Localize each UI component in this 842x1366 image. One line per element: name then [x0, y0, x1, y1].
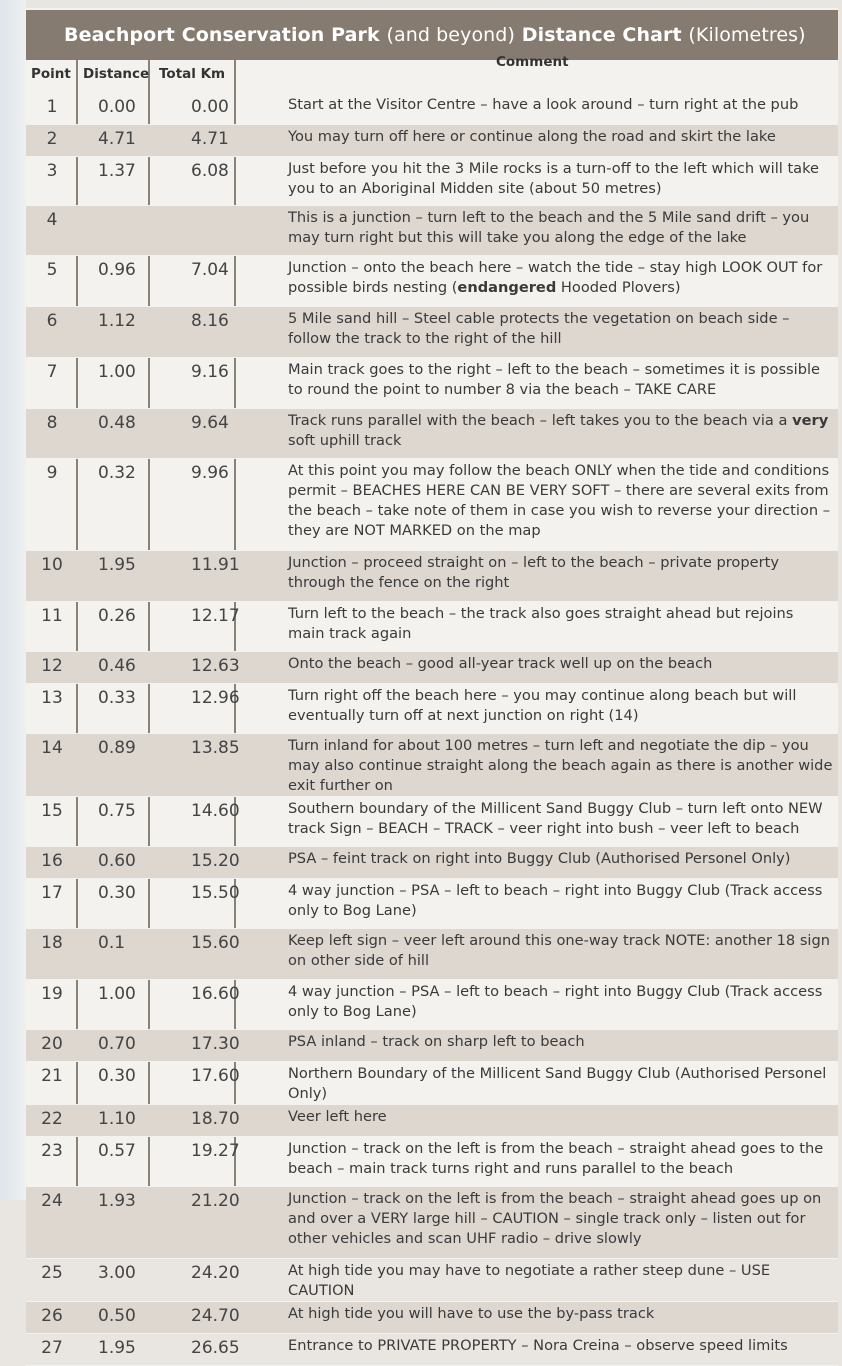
point-cell: 5	[46, 260, 58, 280]
header-point: Point	[31, 66, 71, 82]
total-km-cell: 11.91	[169, 551, 278, 602]
table-row	[26, 602, 838, 652]
total-km-cell: 9.64	[169, 409, 278, 459]
total-km-cell: 18.70	[169, 1105, 278, 1137]
comment-text: You may turn off here or continue along the road and skirt the lake	[288, 128, 776, 145]
total-km-cell: 9.16	[191, 362, 229, 382]
comment-cell	[278, 602, 838, 652]
title-beyond: (and beyond)	[386, 24, 515, 46]
comment-text: Junction – track on the left is from the beach – straight ahead goes to the beach – main track turns right and runs parallel to the beach	[288, 1140, 824, 1177]
comment-text: At this point you may follow the beach ONLY when the tide and conditions permit – BEACHES HERE CAN BE VERY SOFT – there are several exits from the beach – take note of them in case you wish to reverse your direction – they are NOT MARKED on the map	[288, 462, 831, 539]
comment-text: 5 Mile sand hill – Steel cable protects the vegetation on beach side – follow the track to the right of the hill	[288, 310, 790, 347]
distance-cell: 3.00	[98, 1263, 136, 1283]
table-row	[26, 684, 838, 734]
distance-cell: 0.30	[98, 883, 136, 903]
title-distance-chart: Distance Chart	[521, 24, 682, 46]
point-cell: 27	[41, 1338, 63, 1358]
comment-text: 4 way junction – PSA – left to beach – right into Buggy Club (Track access only to Bog Lane)	[288, 882, 823, 919]
comment-cell	[278, 929, 838, 980]
total-km-cell: 9.96	[191, 463, 229, 483]
comment-cell	[278, 1105, 838, 1137]
distance-table	[26, 93, 838, 1366]
distance-cell: 1.00	[98, 362, 136, 382]
comment-cell	[278, 125, 838, 157]
header-total-km: Total Km	[159, 66, 226, 82]
total-km-cell: 15.60	[169, 929, 278, 980]
comment-text: Track runs parallel with the beach – left takes you to the beach via a	[288, 412, 793, 429]
table-row	[26, 1030, 838, 1062]
total-km-cell: 12.96	[191, 688, 240, 708]
table-row	[26, 797, 838, 847]
comment-text: Turn inland for about 100 metres – turn left and negotiate the dip – you may also continue straight along the beach again as there is another wide exit further on	[288, 737, 833, 794]
comment-cell	[278, 256, 838, 307]
point-cell: 11	[41, 606, 63, 626]
comment-cell	[278, 1302, 838, 1334]
distance-cell	[78, 206, 169, 256]
point-cell: 13	[41, 688, 63, 708]
comment-text: Junction – track on the left is from the beach – straight ahead goes up on and over a VERY large hill – CAUTION – single track only – listen out for other vehicles and scan UHF radio – drive slowly	[288, 1190, 822, 1247]
comment-cell	[278, 1062, 838, 1105]
comment-text: At high tide you may have to negotiate a rather steep dune – USE CAUTION	[288, 1262, 771, 1299]
distance-cell: 0.26	[98, 606, 136, 626]
table-row	[26, 459, 838, 551]
comment-cell	[278, 980, 838, 1030]
table-row	[26, 652, 838, 684]
table-row	[26, 1105, 838, 1137]
table-row	[26, 307, 838, 358]
comment-cell	[278, 409, 838, 459]
total-km-cell: 4.71	[169, 125, 278, 157]
comment-text: Turn right off the beach here – you may continue along beach but will eventually turn off at next junction on right (14)	[288, 687, 797, 724]
table-row	[26, 1334, 838, 1366]
total-km-cell: 0.00	[191, 97, 229, 117]
comment-text: Main track goes to the right – left to the beach – sometimes it is possible to round the point to number 8 via the beach – TAKE CARE	[288, 361, 821, 398]
point-cell: 15	[41, 801, 63, 821]
comment-cell	[278, 358, 838, 409]
table-row	[26, 358, 838, 409]
comment-cell	[278, 307, 838, 358]
comment-cell	[278, 879, 838, 929]
distance-cell: 1.00	[98, 984, 136, 1004]
table-row	[26, 1187, 838, 1259]
comment-text: Northern Boundary of the Millicent Sand Buggy Club (Authorised Personel Only)	[288, 1065, 827, 1102]
comment-text: PSA – feint track on right into Buggy Club (Authorised Personel Only)	[288, 850, 791, 867]
total-km-cell: 15.20	[169, 847, 278, 879]
comment-cell	[278, 1187, 838, 1259]
distance-cell: 0.60	[78, 847, 169, 879]
point-cell: 24	[26, 1187, 78, 1259]
comment-cell	[278, 734, 838, 797]
point-cell: 20	[26, 1030, 78, 1062]
distance-cell: 0.89	[78, 734, 169, 797]
comment-cell	[278, 1334, 838, 1366]
point-cell: 16	[26, 847, 78, 879]
comment-cell	[278, 1259, 838, 1302]
comment-text: Onto the beach – good all-year track well up on the beach	[288, 655, 713, 672]
comment-emphasis: very	[792, 412, 829, 429]
point-cell: 2	[26, 125, 78, 157]
comment-emphasis: endangered	[457, 279, 557, 296]
distance-cell: 1.93	[78, 1187, 169, 1259]
comment-cell	[278, 652, 838, 684]
table-row	[26, 929, 838, 980]
distance-cell: 1.37	[98, 161, 136, 181]
table-row	[26, 1062, 838, 1105]
table-row	[26, 409, 838, 459]
table-row	[26, 1259, 838, 1302]
total-km-cell: 8.16	[169, 307, 278, 358]
comment-cell	[278, 684, 838, 734]
total-km-cell: 6.08	[191, 161, 229, 181]
point-cell: 19	[41, 984, 63, 1004]
distance-cell: 0.33	[98, 688, 136, 708]
table-row	[26, 206, 838, 256]
comment-text: Turn left to the beach – the track also goes straight ahead but rejoins main track again	[288, 605, 794, 642]
point-cell: 21	[41, 1066, 63, 1086]
comment-text: Start at the Visitor Centre – have a look around – turn right at the pub	[288, 96, 799, 113]
comment-text: Southern boundary of the Millicent Sand Buggy Club – turn left onto NEW track Sign – BEACH – TRACK – veer right into bush – veer left to beach	[288, 800, 823, 837]
comment-cell	[278, 797, 838, 847]
comment-text: 4 way junction – PSA – left to beach – right into Buggy Club (Track access only to Bog Lane)	[288, 983, 823, 1020]
table-row	[26, 734, 838, 797]
comment-text: Veer left here	[288, 1108, 387, 1125]
point-cell: 6	[26, 307, 78, 358]
distance-cell: 0.50	[78, 1302, 169, 1334]
comment-cell	[278, 157, 838, 206]
point-cell: 1	[46, 97, 58, 117]
point-cell: 12	[26, 652, 78, 684]
point-cell: 22	[26, 1105, 78, 1137]
title-units: (Kilometres)	[688, 24, 806, 46]
total-km-cell: 24.20	[191, 1263, 240, 1283]
comment-cell	[278, 551, 838, 602]
comment-text: soft uphill track	[288, 432, 402, 449]
chart-title	[26, 10, 838, 60]
total-km-cell: 16.60	[191, 984, 240, 1004]
distance-cell: 0.32	[98, 463, 136, 483]
distance-cell: 0.57	[98, 1141, 136, 1161]
distance-cell: 0.00	[98, 97, 136, 117]
table-row	[26, 980, 838, 1030]
comment-text: Just before you hit the 3 Mile rocks is a turn-off to the left which will take you to an Aboriginal Midden site (about 50 metres)	[288, 160, 820, 197]
table-row	[26, 551, 838, 602]
title-park: Beachport Conservation Park	[64, 24, 380, 46]
point-cell: 3	[46, 161, 58, 181]
table-row	[26, 125, 838, 157]
comment-text: Entrance to PRIVATE PROPERTY – Nora Creina – observe speed limits	[288, 1337, 788, 1354]
comment-cell	[278, 459, 838, 551]
point-cell: 10	[26, 551, 78, 602]
point-cell: 4	[26, 206, 78, 256]
distance-cell: 1.10	[78, 1105, 169, 1137]
comment-text: This is a junction – turn left to the beach and the 5 Mile sand drift – you may turn right but this will take you along the edge of the lake	[288, 209, 810, 246]
total-km-cell: 26.65	[191, 1338, 240, 1358]
comment-cell	[278, 93, 838, 125]
comment-text: Junction – proceed straight on – left to the beach – private property through the fence on the right	[288, 554, 779, 591]
comment-text: Hooded Plovers)	[556, 279, 681, 296]
distance-cell: 1.95	[78, 551, 169, 602]
comment-cell	[278, 1030, 838, 1062]
comment-text: Junction – onto the beach here – watch the tide – stay high LOOK OUT for possible birds nesting (	[288, 259, 823, 296]
header-distance: Distance	[83, 66, 150, 82]
point-cell: 8	[26, 409, 78, 459]
total-km-cell: 7.04	[191, 260, 229, 280]
distance-cell: 0.70	[78, 1030, 169, 1062]
table-row	[26, 847, 838, 879]
total-km-cell: 17.30	[169, 1030, 278, 1062]
page-edge	[0, 0, 26, 1200]
distance-cell: 0.48	[78, 409, 169, 459]
point-cell: 26	[26, 1302, 78, 1334]
distance-cell: 0.1	[78, 929, 169, 980]
header-comment: Comment	[496, 54, 569, 70]
point-cell: 9	[46, 463, 58, 483]
point-cell: 23	[41, 1141, 63, 1161]
total-km-cell: 24.70	[169, 1302, 278, 1334]
point-cell: 18	[26, 929, 78, 980]
total-km-cell: 14.60	[191, 801, 240, 821]
point-cell: 7	[46, 362, 58, 382]
comment-text: At high tide you will have to use the by-pass track	[288, 1305, 655, 1322]
table-row	[26, 1137, 838, 1187]
total-km-cell: 13.85	[169, 734, 278, 797]
comment-cell	[278, 206, 838, 256]
point-cell: 14	[26, 734, 78, 797]
total-km-cell: 15.50	[191, 883, 240, 903]
table-row	[26, 879, 838, 929]
comment-text: Keep left sign – veer left around this one-way track NOTE: another 18 sign on other side of hill	[288, 932, 830, 969]
table-row	[26, 1302, 838, 1334]
total-km-cell: 19.27	[191, 1141, 240, 1161]
distance-cell: 0.96	[98, 260, 136, 280]
distance-cell: 0.75	[98, 801, 136, 821]
total-km-cell: 17.60	[191, 1066, 240, 1086]
point-cell: 25	[41, 1263, 63, 1283]
comment-cell	[278, 847, 838, 879]
total-km-cell: 12.17	[191, 606, 240, 626]
point-cell: 17	[41, 883, 63, 903]
distance-cell: 4.71	[78, 125, 169, 157]
table-row	[26, 93, 838, 125]
table-row	[26, 157, 838, 206]
distance-cell: 0.30	[98, 1066, 136, 1086]
comment-text: PSA inland – track on sharp left to beach	[288, 1033, 585, 1050]
distance-cell: 0.46	[78, 652, 169, 684]
comment-cell	[278, 1137, 838, 1187]
distance-cell: 1.12	[78, 307, 169, 358]
distance-cell: 1.95	[98, 1338, 136, 1358]
total-km-cell: 21.20	[169, 1187, 278, 1259]
total-km-cell: 12.63	[169, 652, 278, 684]
table-row	[26, 256, 838, 307]
distance-chart-sheet	[26, 8, 838, 1358]
total-km-cell	[169, 206, 278, 256]
